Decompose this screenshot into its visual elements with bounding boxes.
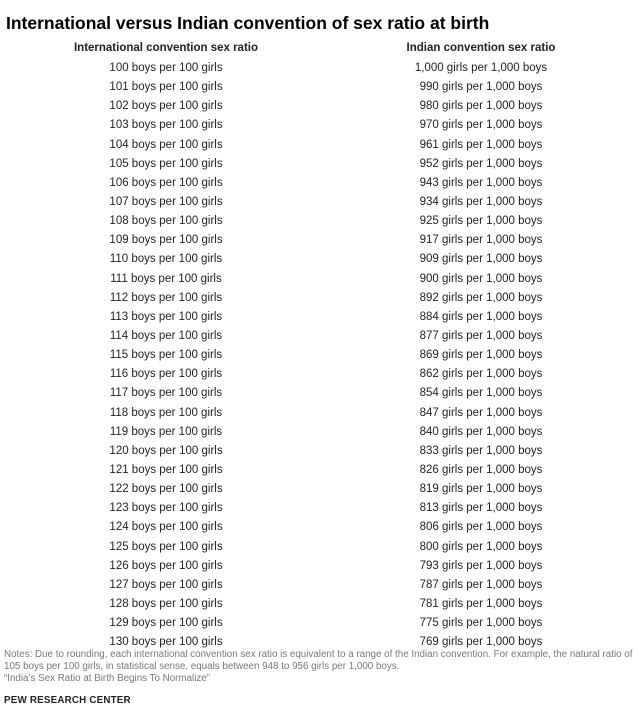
table-row	[0, 346, 640, 365]
international-ratio-cell: 104 boys per 100 girls	[109, 138, 223, 151]
indian-ratio-cell: 917 girls per 1,000 boys	[419, 234, 543, 247]
indian-ratio-cell: 869 girls per 1,000 boys	[419, 349, 543, 362]
table-row	[0, 116, 640, 135]
international-ratio-cell: 102 boys per 100 girls	[109, 100, 223, 113]
table-row	[0, 423, 640, 442]
table-row	[0, 327, 640, 346]
international-ratio-cell: 125 boys per 100 girls	[109, 540, 223, 553]
indian-ratio-cell: 892 girls per 1,000 boys	[419, 291, 543, 304]
international-ratio-cell: 130 boys per 100 girls	[109, 636, 223, 649]
table-row	[0, 155, 640, 174]
table-row	[0, 270, 640, 289]
international-ratio-cell: 121 boys per 100 girls	[109, 463, 223, 476]
international-ratio-cell: 116 boys per 100 girls	[109, 368, 223, 381]
table-row	[0, 595, 640, 614]
indian-ratio-cell: 925 girls per 1,000 boys	[419, 215, 543, 228]
international-ratio-cell: 105 boys per 100 girls	[109, 157, 223, 170]
table-row	[0, 538, 640, 557]
indian-ratio-cell: 833 girls per 1,000 boys	[419, 444, 543, 457]
international-ratio-cell: 128 boys per 100 girls	[109, 597, 223, 610]
indian-ratio-cell: 793 girls per 1,000 boys	[419, 559, 543, 572]
indian-ratio-cell: 909 girls per 1,000 boys	[419, 253, 543, 266]
international-ratio-cell: 106 boys per 100 girls	[109, 176, 223, 189]
indian-ratio-cell: 970 girls per 1,000 boys	[419, 119, 543, 132]
international-ratio-cell: 110 boys per 100 girls	[109, 253, 223, 266]
indian-ratio-cell: 943 girls per 1,000 boys	[419, 176, 543, 189]
international-ratio-cell: 119 boys per 100 girls	[109, 425, 223, 438]
table-row	[0, 308, 640, 327]
international-ratio-cell: 127 boys per 100 girls	[109, 578, 223, 591]
column-header-international: International convention sex ratio	[73, 42, 259, 54]
table-row	[0, 97, 640, 116]
column-header-indian: Indian convention sex ratio	[406, 42, 556, 54]
indian-ratio-cell: 1,000 girls per 1,000 boys	[414, 62, 548, 74]
international-ratio-cell: 112 boys per 100 girls	[109, 291, 223, 304]
indian-ratio-cell: 769 girls per 1,000 boys	[419, 636, 543, 649]
indian-ratio-cell: 840 girls per 1,000 boys	[419, 425, 543, 438]
table-row	[0, 518, 640, 537]
notes-subtitle: “India’s Sex Ratio at Birth Begins To Normalize”	[4, 673, 211, 684]
indian-ratio-cell: 854 girls per 1,000 boys	[419, 387, 543, 400]
indian-ratio-cell: 806 girls per 1,000 boys	[419, 521, 543, 534]
table-row	[0, 193, 640, 212]
table-body	[0, 59, 640, 652]
table-row	[0, 59, 640, 78]
indian-ratio-cell: 800 girls per 1,000 boys	[419, 540, 543, 553]
table-row	[0, 384, 640, 403]
table-row	[0, 461, 640, 480]
indian-ratio-cell: 961 girls per 1,000 boys	[419, 138, 543, 151]
international-ratio-cell: 111 boys per 100 girls	[110, 272, 222, 285]
international-ratio-cell: 120 boys per 100 girls	[109, 444, 223, 457]
table-row	[0, 404, 640, 423]
indian-ratio-cell: 819 girls per 1,000 boys	[419, 483, 543, 496]
table-row	[0, 499, 640, 518]
table-row	[0, 231, 640, 250]
indian-ratio-cell: 934 girls per 1,000 boys	[419, 195, 543, 208]
indian-ratio-cell: 847 girls per 1,000 boys	[419, 406, 543, 419]
indian-ratio-cell: 787 girls per 1,000 boys	[419, 578, 543, 591]
indian-ratio-cell: 877 girls per 1,000 boys	[419, 329, 543, 342]
indian-ratio-cell: 813 girls per 1,000 boys	[419, 502, 543, 515]
international-ratio-cell: 115 boys per 100 girls	[109, 349, 223, 362]
table-row	[0, 250, 640, 269]
indian-ratio-cell: 884 girls per 1,000 boys	[419, 310, 543, 323]
indian-ratio-cell: 826 girls per 1,000 boys	[419, 463, 543, 476]
table-row	[0, 136, 640, 155]
international-ratio-cell: 103 boys per 100 girls	[109, 119, 223, 132]
table-row	[0, 557, 640, 576]
notes-text: Notes: Due to rounding, each international convention sex ratio is equivalent to a range of the Indian convention. For example, the natural ratio of 105 boys per 100 girls, in statistical sense, equals between 948 to 956 girls per 1,000 boys.	[4, 649, 633, 672]
international-ratio-cell: 113 boys per 100 girls	[109, 310, 223, 323]
table-row	[0, 480, 640, 499]
table-row	[0, 212, 640, 231]
international-ratio-cell: 108 boys per 100 girls	[109, 215, 223, 228]
international-ratio-cell: 123 boys per 100 girls	[109, 502, 223, 515]
international-ratio-cell: 107 boys per 100 girls	[109, 195, 223, 208]
table-row	[0, 365, 640, 384]
indian-ratio-cell: 980 girls per 1,000 boys	[419, 100, 543, 113]
international-ratio-cell: 100 boys per 100 girls	[109, 62, 223, 74]
international-ratio-cell: 122 boys per 100 girls	[109, 483, 223, 496]
table-row	[0, 78, 640, 97]
chart-title: International versus Indian convention of sex ratio at birth	[6, 13, 490, 33]
international-ratio-cell: 114 boys per 100 girls	[109, 329, 223, 342]
international-ratio-cell: 124 boys per 100 girls	[109, 521, 223, 534]
table-row	[0, 442, 640, 461]
indian-ratio-cell: 900 girls per 1,000 boys	[419, 272, 543, 285]
international-ratio-cell: 129 boys per 100 girls	[109, 617, 223, 630]
international-ratio-cell: 117 boys per 100 girls	[109, 387, 223, 400]
table-row	[0, 289, 640, 308]
international-ratio-cell: 101 boys per 100 girls	[109, 81, 223, 94]
indian-ratio-cell: 781 girls per 1,000 boys	[419, 597, 543, 610]
table-row	[0, 614, 640, 633]
table-row	[0, 576, 640, 595]
indian-ratio-cell: 990 girls per 1,000 boys	[419, 81, 543, 94]
international-ratio-cell: 126 boys per 100 girls	[109, 559, 223, 572]
international-ratio-cell: 118 boys per 100 girls	[109, 406, 223, 419]
source-credit: PEW RESEARCH CENTER	[4, 695, 131, 706]
indian-ratio-cell: 952 girls per 1,000 boys	[419, 157, 543, 170]
international-ratio-cell: 109 boys per 100 girls	[109, 234, 223, 247]
indian-ratio-cell: 775 girls per 1,000 boys	[419, 617, 543, 630]
notes	[4, 649, 636, 685]
table-row	[0, 174, 640, 193]
indian-ratio-cell: 862 girls per 1,000 boys	[419, 368, 543, 381]
